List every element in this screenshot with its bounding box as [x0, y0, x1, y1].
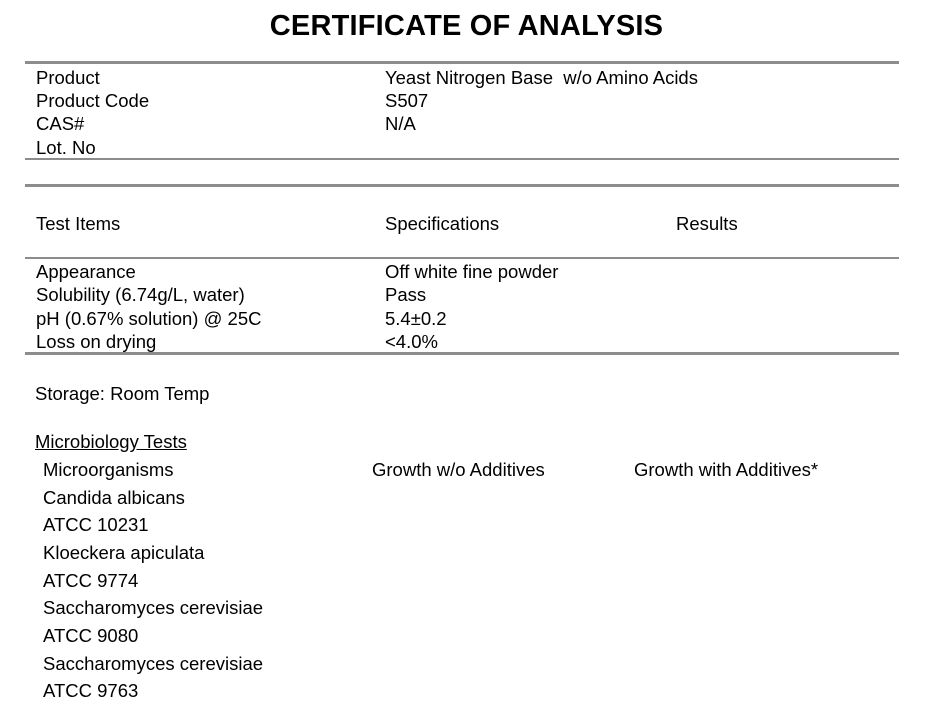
cas-label: CAS# — [36, 113, 85, 134]
cas-value: N/A — [385, 113, 416, 134]
divider — [25, 158, 899, 160]
spec-appearance: Off white fine powder — [385, 261, 559, 282]
specifications-header: Specifications — [385, 213, 500, 234]
results-header: Results — [676, 213, 738, 234]
product-code-label: Product Code — [36, 90, 150, 111]
organism-name: Kloeckera apiculata — [43, 542, 205, 563]
spec-loss-on-drying: <4.0% — [385, 331, 438, 352]
test-item-solubility: Solubility (6.74g/L, water) — [36, 284, 245, 305]
organism-name: Candida albicans — [43, 487, 185, 508]
document-title: CERTIFICATE OF ANALYSIS — [269, 10, 664, 42]
divider — [25, 257, 899, 259]
storage-note: Storage: Room Temp — [35, 383, 210, 404]
organism-atcc: ATCC 9774 — [43, 570, 139, 591]
test-items-header: Test Items — [36, 213, 121, 234]
divider — [25, 61, 899, 64]
growth-with-additives-header: Growth with Additives* — [634, 459, 819, 480]
spec-solubility: Pass — [385, 284, 427, 305]
product-code-value: S507 — [385, 90, 429, 111]
organism-name: Saccharomyces cerevisiae — [43, 597, 264, 618]
microbiology-heading: Microbiology Tests — [35, 431, 187, 452]
spec-ph: 5.4±0.2 — [385, 308, 447, 329]
divider — [25, 352, 899, 355]
test-item-ph: pH (0.67% solution) @ 25C — [36, 308, 262, 329]
test-item-loss-on-drying: Loss on drying — [36, 331, 157, 352]
divider — [25, 184, 899, 187]
organism-name: Saccharomyces cerevisiae — [43, 653, 264, 674]
test-item-appearance: Appearance — [36, 261, 136, 282]
organism-atcc: ATCC 9080 — [43, 625, 139, 646]
product-value: Yeast Nitrogen Base w/o Amino Acids — [385, 67, 698, 88]
lot-label: Lot. No — [36, 137, 96, 158]
organism-atcc: ATCC 10231 — [43, 514, 149, 535]
growth-without-additives-header: Growth w/o Additives — [372, 459, 545, 480]
organism-atcc: ATCC 9763 — [43, 680, 139, 701]
product-label: Product — [36, 67, 100, 88]
microorganisms-header: Microorganisms — [43, 459, 174, 480]
